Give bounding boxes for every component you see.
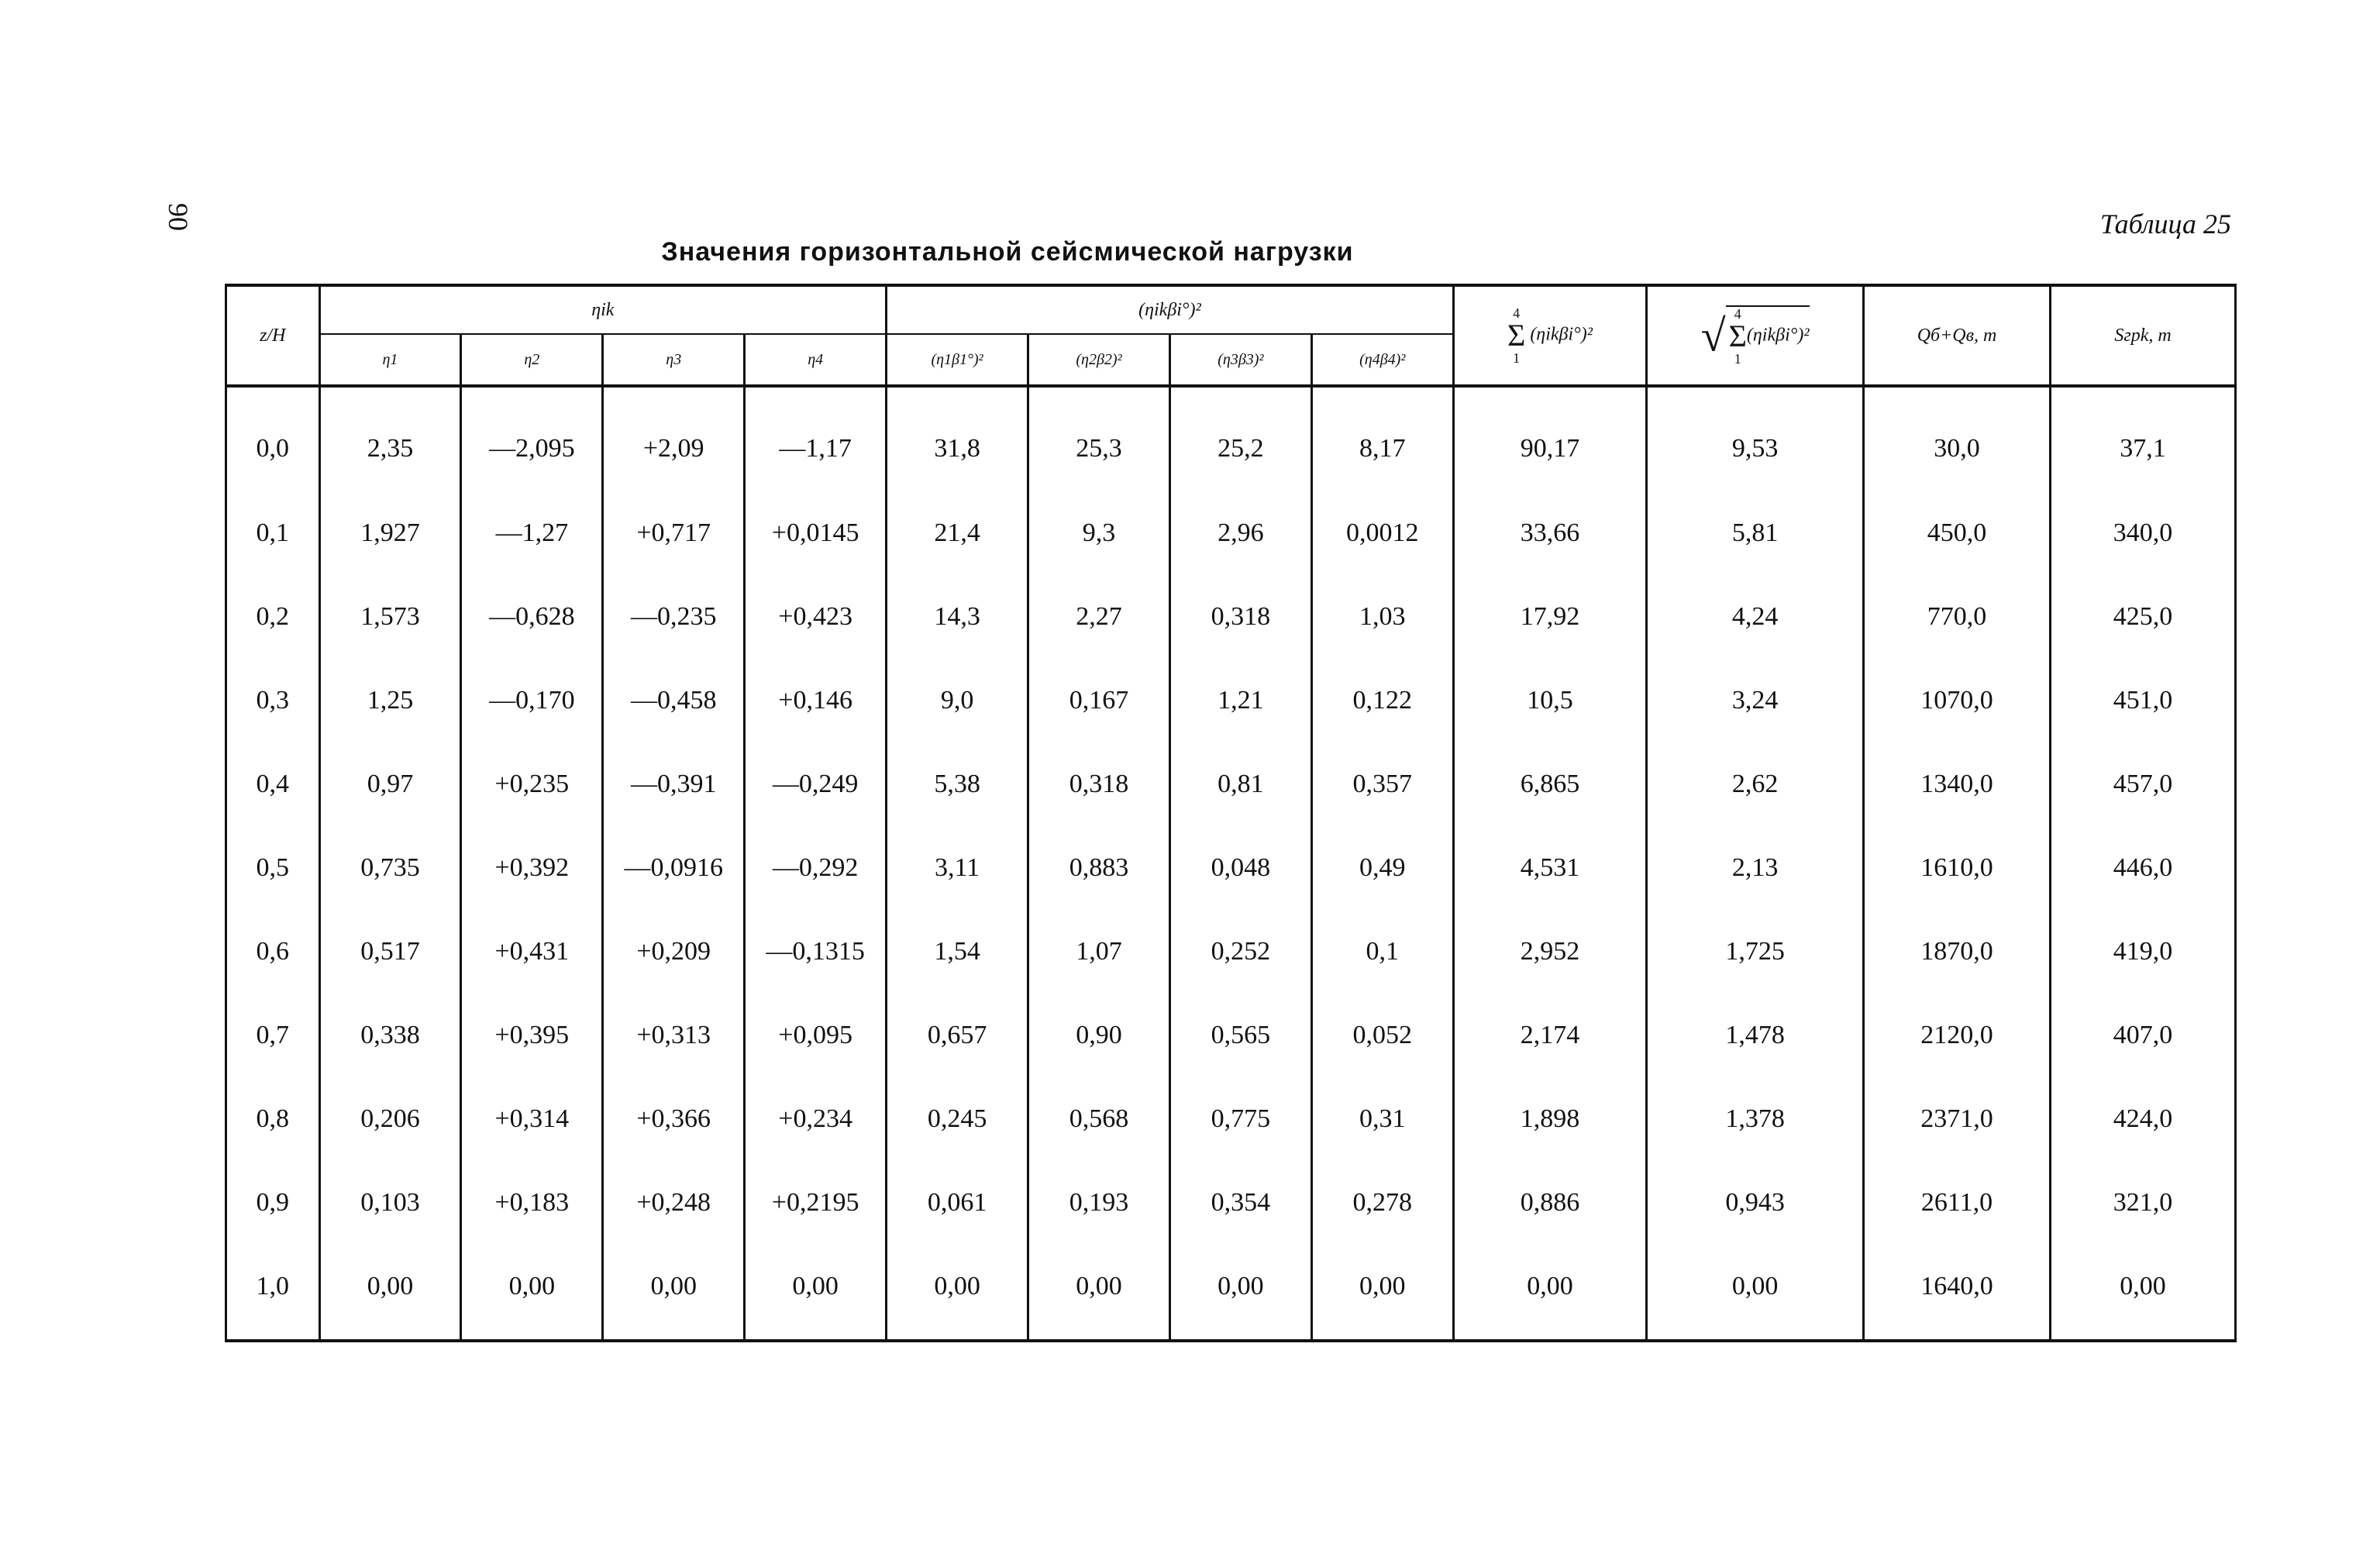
cell-eta-2: —1,27 xyxy=(461,491,603,575)
cell-s: 457,0 xyxy=(2051,742,2236,826)
cell-eta-3: +0,313 xyxy=(603,994,745,1077)
cell-eta-1: 0,517 xyxy=(319,910,461,994)
table-row xyxy=(226,1161,2236,1245)
cell-sq-2: 0,00 xyxy=(1028,1245,1170,1341)
cell-sq-1: 0,00 xyxy=(887,1245,1028,1341)
cell-eta-4: +0,095 xyxy=(745,994,887,1077)
cell-eta-2: +0,235 xyxy=(461,742,603,826)
cell-sq-4: 0,0012 xyxy=(1311,491,1453,575)
table-row xyxy=(226,1245,2236,1341)
cell-eta-3: +0,209 xyxy=(603,910,745,994)
cell-eta-3: +0,248 xyxy=(603,1161,745,1245)
table-row xyxy=(226,575,2236,659)
cell-eta-1: 0,735 xyxy=(319,826,461,910)
cell-zh: 0,9 xyxy=(226,1161,320,1245)
cell-sqrt: 1,725 xyxy=(1647,910,1864,994)
cell-sum: 1,898 xyxy=(1453,1077,1647,1161)
table-row xyxy=(226,742,2236,826)
cell-sq-2: 2,27 xyxy=(1028,575,1170,659)
cell-eta-2: —0,628 xyxy=(461,575,603,659)
cell-eta-3: —0,0916 xyxy=(603,826,745,910)
cell-eta-4: +0,423 xyxy=(745,575,887,659)
cell-sq-2: 0,318 xyxy=(1028,742,1170,826)
cell-sq-4: 1,03 xyxy=(1311,575,1453,659)
table-row xyxy=(226,1077,2236,1161)
cell-s: 419,0 xyxy=(2051,910,2236,994)
cell-eta-4: +0,2195 xyxy=(745,1161,887,1245)
header-sq-3: (η3β3)² xyxy=(1169,334,1311,386)
cell-sq-4: 0,052 xyxy=(1311,994,1453,1077)
header-eta-1: η1 xyxy=(319,334,461,386)
header-eta-4: η4 xyxy=(745,334,887,386)
cell-sq-3: 25,2 xyxy=(1169,386,1311,491)
cell-sq-4: 0,49 xyxy=(1311,826,1453,910)
sqrt-sum-symbol: 4 Σ 1 xyxy=(1728,306,1747,367)
cell-sq-3: 2,96 xyxy=(1169,491,1311,575)
cell-sq-3: 0,00 xyxy=(1169,1245,1311,1341)
cell-eta-1: 1,573 xyxy=(319,575,461,659)
cell-s: 407,0 xyxy=(2051,994,2236,1077)
cell-q: 1070,0 xyxy=(1864,659,2051,742)
cell-q: 2120,0 xyxy=(1864,994,2051,1077)
cell-sq-3: 1,21 xyxy=(1169,659,1311,742)
cell-s: 321,0 xyxy=(2051,1161,2236,1245)
cell-q: 30,0 xyxy=(1864,386,2051,491)
cell-eta-4: —1,17 xyxy=(745,386,887,491)
cell-sq-4: 0,00 xyxy=(1311,1245,1453,1341)
cell-eta-4: —0,292 xyxy=(745,826,887,910)
header-q: Qб+Qв, т xyxy=(1864,285,2051,386)
cell-sqrt: 3,24 xyxy=(1647,659,1864,742)
cell-eta-2: —2,095 xyxy=(461,386,603,491)
cell-zh: 0,2 xyxy=(226,575,320,659)
seismic-load-table-container xyxy=(225,284,2237,1342)
cell-eta-2: +0,431 xyxy=(461,910,603,994)
cell-q: 1340,0 xyxy=(1864,742,2051,826)
table-row xyxy=(226,826,2236,910)
cell-sqrt: 0,00 xyxy=(1647,1245,1864,1341)
table-row xyxy=(226,910,2236,994)
cell-q: 1870,0 xyxy=(1864,910,2051,994)
cell-zh: 0,7 xyxy=(226,994,320,1077)
cell-sq-2: 1,07 xyxy=(1028,910,1170,994)
cell-sq-4: 0,357 xyxy=(1311,742,1453,826)
cell-zh: 0,4 xyxy=(226,742,320,826)
cell-eta-1: 0,338 xyxy=(319,994,461,1077)
cell-sum: 2,952 xyxy=(1453,910,1647,994)
header-zh: z/H xyxy=(226,285,320,386)
cell-sq-3: 0,775 xyxy=(1169,1077,1311,1161)
cell-sq-1: 31,8 xyxy=(887,386,1028,491)
cell-eta-3: —0,391 xyxy=(603,742,745,826)
cell-eta-1: 1,25 xyxy=(319,659,461,742)
cell-eta-1: 0,103 xyxy=(319,1161,461,1245)
cell-eta-2: +0,183 xyxy=(461,1161,603,1245)
cell-sq-2: 0,883 xyxy=(1028,826,1170,910)
cell-sq-2: 0,90 xyxy=(1028,994,1170,1077)
cell-sq-1: 0,657 xyxy=(887,994,1028,1077)
cell-sum: 2,174 xyxy=(1453,994,1647,1077)
cell-eta-4: 0,00 xyxy=(745,1245,887,1341)
cell-zh: 0,5 xyxy=(226,826,320,910)
cell-sq-1: 9,0 xyxy=(887,659,1028,742)
cell-q: 1610,0 xyxy=(1864,826,2051,910)
cell-eta-3: —0,235 xyxy=(603,575,745,659)
cell-eta-1: 0,206 xyxy=(319,1077,461,1161)
page-number: 90 xyxy=(163,203,194,231)
cell-s: 424,0 xyxy=(2051,1077,2236,1161)
header-sq-4: (η4β4)² xyxy=(1311,334,1453,386)
cell-q: 770,0 xyxy=(1864,575,2051,659)
cell-sum: 33,66 xyxy=(1453,491,1647,575)
table-label: Таблица 25 xyxy=(2099,208,2231,239)
cell-sq-3: 0,81 xyxy=(1169,742,1311,826)
cell-sqrt: 2,13 xyxy=(1647,826,1864,910)
cell-zh: 0,0 xyxy=(226,386,320,491)
header-eta-3: η3 xyxy=(603,334,745,386)
header-sum-body: (ηikβi°)² xyxy=(1530,324,1593,345)
cell-zh: 0,8 xyxy=(226,1077,320,1161)
cell-eta-1: 0,00 xyxy=(319,1245,461,1341)
cell-sq-4: 0,1 xyxy=(1311,910,1453,994)
table-row xyxy=(226,491,2236,575)
header-sqrt-body: (ηikβi°)² xyxy=(1746,325,1810,346)
table-header xyxy=(226,285,2236,386)
header-eta-2: η2 xyxy=(461,334,603,386)
cell-sq-4: 0,122 xyxy=(1311,659,1453,742)
cell-sq-3: 0,354 xyxy=(1169,1161,1311,1245)
header-s: Sгpk, т xyxy=(2051,285,2236,386)
cell-sum: 90,17 xyxy=(1453,386,1647,491)
cell-sq-3: 0,252 xyxy=(1169,910,1311,994)
cell-sqrt: 9,53 xyxy=(1647,386,1864,491)
cell-sum: 10,5 xyxy=(1453,659,1647,742)
table-row xyxy=(226,386,2236,491)
cell-eta-3: —0,458 xyxy=(603,659,745,742)
cell-sq-4: 0,278 xyxy=(1311,1161,1453,1245)
cell-eta-3: +2,09 xyxy=(603,386,745,491)
cell-sum: 17,92 xyxy=(1453,575,1647,659)
cell-sq-2: 0,568 xyxy=(1028,1077,1170,1161)
header-sum xyxy=(1453,285,1647,386)
cell-sq-3: 0,565 xyxy=(1169,994,1311,1077)
cell-sq-1: 14,3 xyxy=(887,575,1028,659)
cell-sq-1: 3,11 xyxy=(887,826,1028,910)
cell-eta-3: +0,717 xyxy=(603,491,745,575)
cell-s: 451,0 xyxy=(2051,659,2236,742)
cell-q: 2611,0 xyxy=(1864,1161,2051,1245)
cell-eta-3: +0,366 xyxy=(603,1077,745,1161)
cell-q: 450,0 xyxy=(1864,491,2051,575)
cell-sqrt: 1,378 xyxy=(1647,1077,1864,1161)
cell-eta-1: 0,97 xyxy=(319,742,461,826)
header-sq-group: (ηikβi°)² xyxy=(887,285,1454,334)
cell-sq-4: 0,31 xyxy=(1311,1077,1453,1161)
cell-s: 446,0 xyxy=(2051,826,2236,910)
cell-eta-2: +0,395 xyxy=(461,994,603,1077)
sum-symbol: 4 Σ 1 xyxy=(1507,305,1526,366)
cell-sq-1: 5,38 xyxy=(887,742,1028,826)
table-body xyxy=(226,386,2236,1341)
cell-sq-3: 0,318 xyxy=(1169,575,1311,659)
cell-eta-4: —0,249 xyxy=(745,742,887,826)
cell-q: 1640,0 xyxy=(1864,1245,2051,1341)
cell-eta-2: +0,392 xyxy=(461,826,603,910)
cell-eta-4: +0,146 xyxy=(745,659,887,742)
cell-sqrt: 5,81 xyxy=(1647,491,1864,575)
cell-eta-4: +0,234 xyxy=(745,1077,887,1161)
cell-sqrt: 1,478 xyxy=(1647,994,1864,1077)
cell-sqrt: 2,62 xyxy=(1647,742,1864,826)
cell-zh: 1,0 xyxy=(226,1245,320,1341)
table-row xyxy=(226,659,2236,742)
header-sqrt xyxy=(1647,285,1864,386)
cell-sq-1: 0,245 xyxy=(887,1077,1028,1161)
cell-sq-1: 0,061 xyxy=(887,1161,1028,1245)
cell-eta-4: +0,0145 xyxy=(745,491,887,575)
cell-sq-1: 21,4 xyxy=(887,491,1028,575)
cell-eta-1: 2,35 xyxy=(319,386,461,491)
sqrt-symbol: √ xyxy=(1700,310,1726,361)
cell-s: 37,1 xyxy=(2051,386,2236,491)
cell-sum: 0,00 xyxy=(1453,1245,1647,1341)
cell-sq-2: 0,193 xyxy=(1028,1161,1170,1245)
cell-sum: 0,886 xyxy=(1453,1161,1647,1245)
cell-sqrt: 0,943 xyxy=(1647,1161,1864,1245)
seismic-load-table xyxy=(225,284,2237,1342)
cell-eta-3: 0,00 xyxy=(603,1245,745,1341)
cell-sq-2: 25,3 xyxy=(1028,386,1170,491)
cell-eta-2: +0,314 xyxy=(461,1077,603,1161)
cell-sqrt: 4,24 xyxy=(1647,575,1864,659)
cell-sq-2: 9,3 xyxy=(1028,491,1170,575)
header-sq-1: (η1β1°)² xyxy=(887,334,1028,386)
header-sq-2: (η2β2)² xyxy=(1028,334,1170,386)
table-row xyxy=(226,994,2236,1077)
cell-q: 2371,0 xyxy=(1864,1077,2051,1161)
cell-sum: 4,531 xyxy=(1453,826,1647,910)
cell-s: 0,00 xyxy=(2051,1245,2236,1341)
cell-eta-2: —0,170 xyxy=(461,659,603,742)
cell-sq-3: 0,048 xyxy=(1169,826,1311,910)
cell-sq-2: 0,167 xyxy=(1028,659,1170,742)
cell-eta-2: 0,00 xyxy=(461,1245,603,1341)
cell-sum: 6,865 xyxy=(1453,742,1647,826)
cell-s: 425,0 xyxy=(2051,575,2236,659)
cell-sq-1: 1,54 xyxy=(887,910,1028,994)
cell-zh: 0,3 xyxy=(226,659,320,742)
cell-eta-4: —0,1315 xyxy=(745,910,887,994)
table-title: Значения горизонтальной сейсмической нагрузки xyxy=(661,237,1354,267)
cell-s: 340,0 xyxy=(2051,491,2236,575)
cell-zh: 0,1 xyxy=(226,491,320,575)
cell-eta-1: 1,927 xyxy=(319,491,461,575)
cell-zh: 0,6 xyxy=(226,910,320,994)
cell-sq-4: 8,17 xyxy=(1311,386,1453,491)
header-eta-group: ηik xyxy=(319,285,887,334)
